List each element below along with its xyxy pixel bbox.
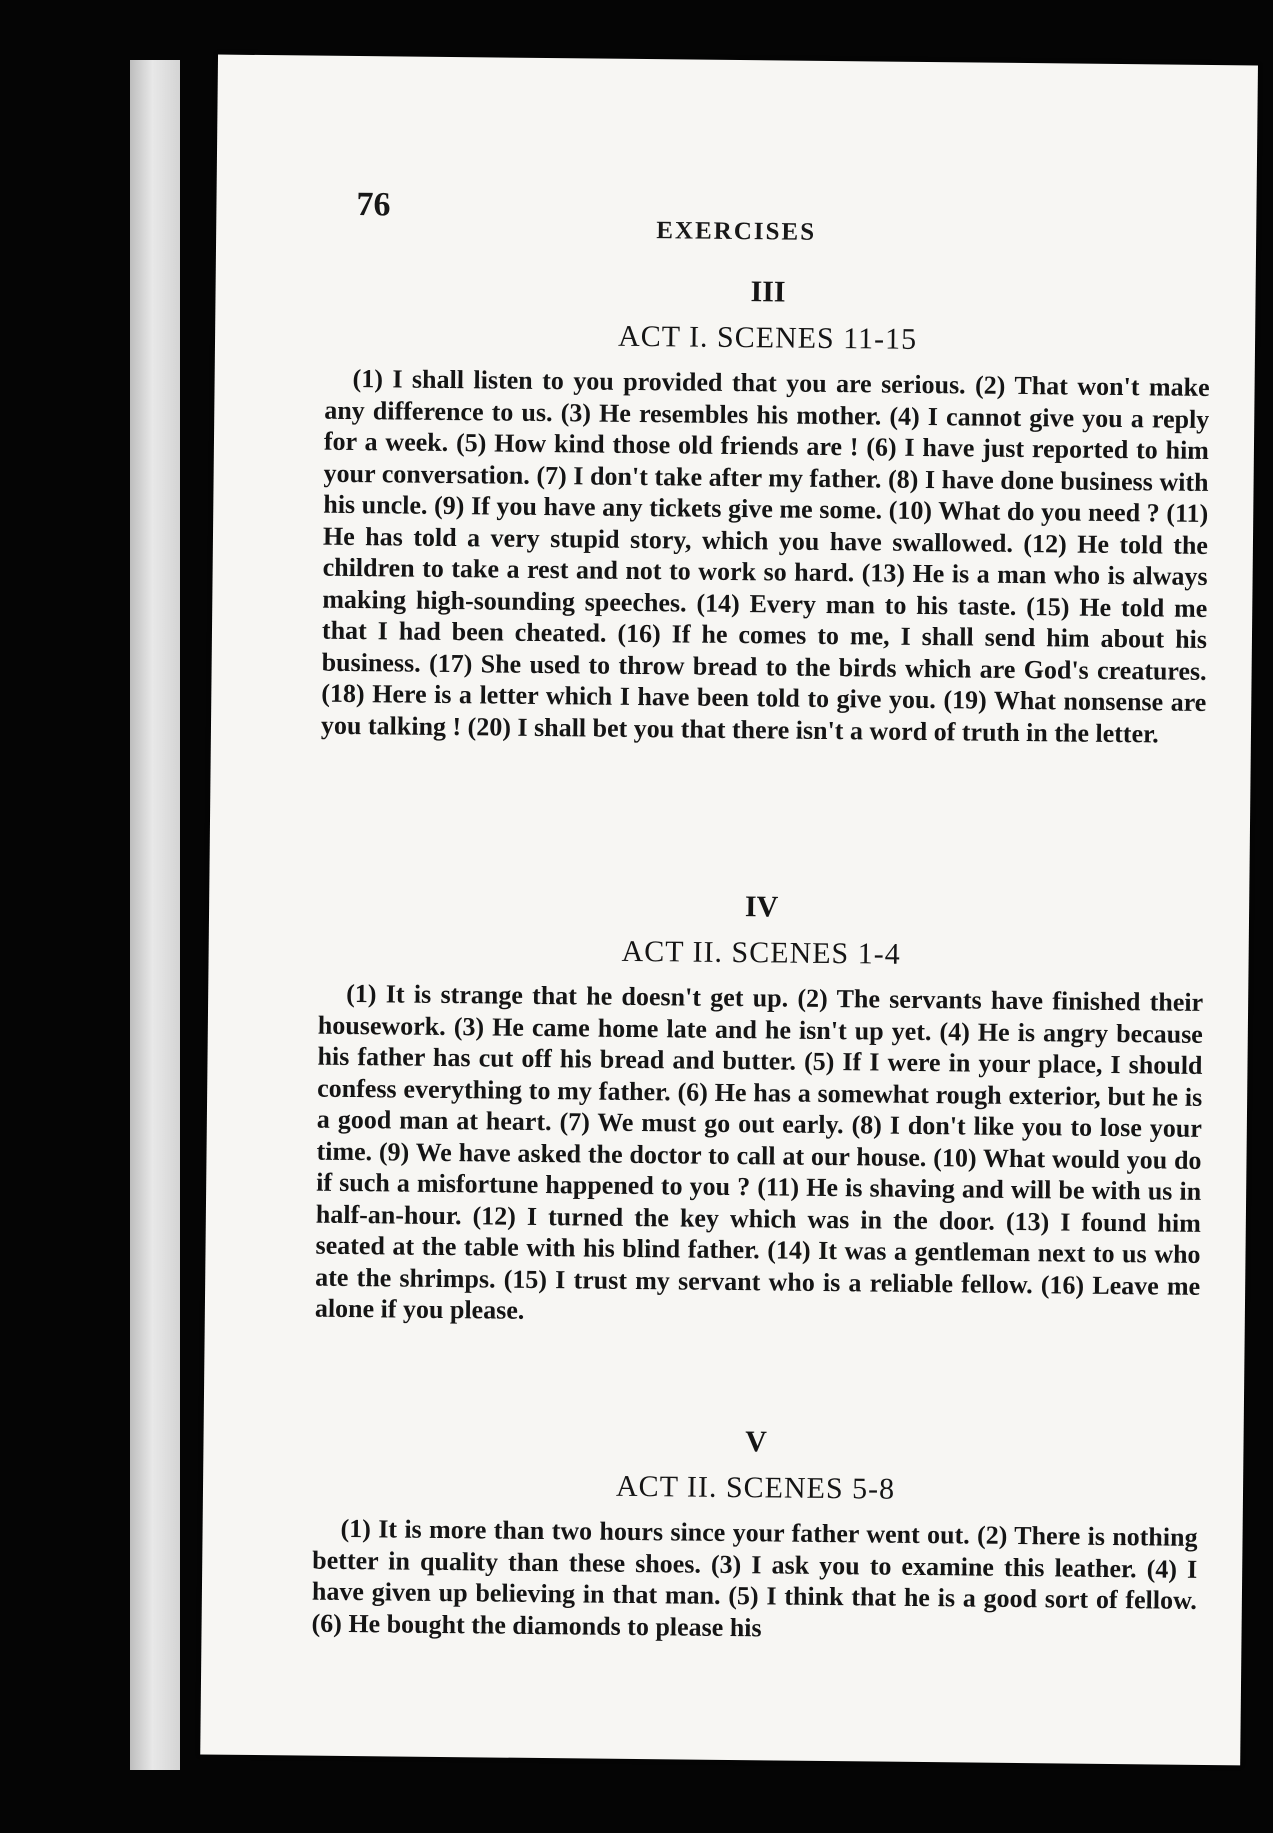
section-heading: ACT I. SCENES 11-15 <box>617 319 918 356</box>
exercise-section-iii <box>321 271 1211 750</box>
section-body: (1) I shall listen to you provided that you are serious. (2) That won't make any difference to us. (3) He resembles his mother. (4) I cannot give you a reply for a week. (5) How kind those old friends are ! (6) I have just reported to him your conversation. (7) I don't take after my father. (8) I have done business with his uncle. (9) If you have any tickets give me some. (10) What do you need ? (11) He has told a very stupid story, which you have swallowed. (12) He told the children to take a rest and not to work so hard. (13) He is a man who is always making high-sounding speeches. (14) Every man to his taste. (15) He told me that I had been cheated. (16) If he comes to me, I shall send him about his business. (17) She used to throw bread to the birds which are God's creatures. (18) Here is a letter which I have been told to give you. (19) What nonsense are you talking ! (20) I shall bet you that there isn't a word of truth in the letter. <box>320 363 1210 748</box>
section-numeral: IV <box>744 890 779 924</box>
book-page <box>200 55 1258 1766</box>
exercise-section-iv <box>315 886 1205 1334</box>
section-body: (1) It is strange that he doesn't get up. (2) The servants have finished their housework. (3) He came home late and he isn't up yet. (4) He is angry because his father has cut off his bread and butter. (5) If I were in your place, I should confess everything to my father. (6) He has a somewhat rough exterior, but he is a good man at heart. (7) We must go out early. (8) I don't like you to lose your time. (9) We have asked the doctor to call at our house. (10) What would you do if such a misfortune happened to you ? (11) He is shaving and will be with us in half-an-hour. (12) I turned the key which was in the door. (13) I found him seated at the table with his blind father. (14) It was a gentleman next to us who ate the shrimps. (15) I trust my servant who is a reliable fellow. (16) Leave me alone if you please. <box>314 978 1204 1325</box>
book-spine-edge <box>130 60 180 1770</box>
section-heading: ACT II. SCENES 1-4 <box>621 934 901 971</box>
page-number: 76 <box>356 186 391 224</box>
running-head: EXERCISES <box>656 217 817 246</box>
section-heading: ACT II. SCENES 5-8 <box>615 1469 896 1506</box>
section-numeral: V <box>745 1425 768 1459</box>
exercise-section-v <box>311 1421 1198 1648</box>
section-numeral: III <box>750 275 786 309</box>
section-body: (1) It is more than two hours since your father went out. (2) There is nothing better in quality than these shoes. (3) I ask you to examine this leather. (4) I have given up believing in that man. (5) I think that he is a good sort of fellow. (6) He bought the diamonds to please his <box>311 1513 1198 1642</box>
